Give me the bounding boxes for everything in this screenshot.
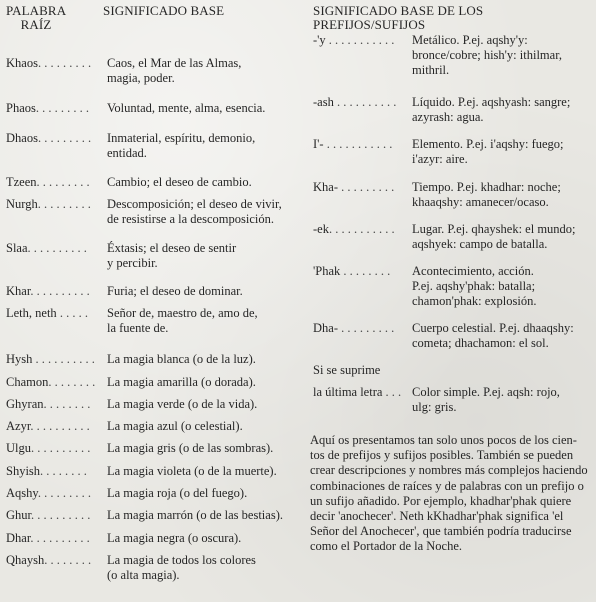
root-word-text: Hysh [6,352,33,366]
affix-name [313,137,392,152]
affix-meaning-line: i'azyr: aire. [412,152,468,166]
root-meaning [107,397,297,412]
affix-text: -ek [313,222,329,236]
dot-leader: . . . . . . . . . [37,486,91,500]
root-meaning-line: Voluntad, mente, alma, esencia. [107,101,266,115]
dot-leader: . . . . . [56,306,88,320]
dot-leader: . . . . . . . . . . [27,241,87,255]
header-palabra: PALABRA [6,3,67,18]
root-meaning [107,56,297,86]
affix-text: Dha- [313,321,338,335]
affix-meaning-line: Tiempo. P.ej. khadhar: noche; [412,180,561,194]
root-meaning-line: La magia azul (o celestial). [107,419,243,433]
affix-meaning-line: bronce/cobre; hish'y: ithilmar, [412,48,562,62]
root-meaning-line: de resistirse a la descomposición. [107,212,274,226]
affix-text: -ash [313,95,334,109]
dot-leader: . . . . . . . . . . . [323,137,393,151]
root-word [6,197,91,212]
affix-meaning [412,95,592,125]
affix-meaning-line: Acontecimiento, acción. [412,264,534,278]
affix-meaning [412,321,592,351]
affix-meaning-line: chamon'phak: explosión. [412,294,537,308]
root-word [6,131,91,146]
root-meaning [107,306,297,336]
root-meaning [107,486,297,501]
root-meaning-line: La magia roja (o del fuego). [107,486,248,500]
root-word-text: Ulgu [6,441,31,455]
root-meaning [107,464,297,479]
affix-meaning-line: azyrash: agua. [412,110,484,124]
root-word-text: Dhar [6,531,31,545]
dot-leader: . . . . . . . . . . . [325,33,395,47]
root-word [6,508,90,523]
dot-leader: . . . . . . . . . . [333,95,397,109]
dot-leader: . . . . . . . . . . [30,531,90,545]
special-meaning-line2: ulg: gris. [412,400,457,414]
root-meaning-line: y percibir. [107,256,158,270]
root-word-text: Nurgh [6,197,38,211]
root-meaning [107,508,297,523]
affix-name [313,33,394,48]
header-palabra-raiz [6,4,66,32]
affix-meaning-line: Elemento. P.ej. i'aqshy: fuego; [412,137,564,151]
explanation-paragraph [310,433,594,555]
root-word-text: Chamon [6,375,49,389]
affix-meaning [412,264,592,309]
dot-leader: . . . . . . . . . [37,197,91,211]
root-meaning [107,419,297,434]
paragraph-line: tos de prefijos y sufijos posibles. También se pueden [310,448,574,463]
root-meaning [107,131,297,161]
root-meaning-line: Éxtasis; el deseo de sentir [107,241,237,255]
root-word [6,531,90,546]
root-word [6,284,90,299]
root-word-text: Shyish [6,464,41,478]
affix-meaning-line: aqshyek: campo de batalla. [412,237,548,251]
root-word [6,441,90,456]
root-word [6,419,90,434]
root-meaning-line: Caos, el Mar de las Almas, [107,56,242,70]
root-word-text: Ghyran [6,397,44,411]
root-meaning-line: La magia negra (o oscura). [107,531,242,545]
paragraph-line: combinaciones de raíces y de palabras con un prefijo o [310,478,584,493]
root-word-text: Dhaos [6,131,38,145]
paragraph-line: Señor del Anochecer', que también podría traducirse [310,524,572,539]
root-meaning-line: La magia gris (o de las sombras). [107,441,274,455]
dot-leader: . . . . . . . . . [338,321,395,335]
header-prefijos-sufijos: SIGNIFICADO BASE DE LOS PREFIJOS/SUFIJOS [313,3,484,32]
root-meaning-line: La magia de todos los colores [107,553,256,567]
special-meaning-line1: Color simple. P.ej. aqsh: rojo, [412,385,560,399]
root-meaning [107,175,297,190]
root-meaning [107,352,297,367]
dot-leader: . . . . . . . . . . [30,419,90,433]
root-meaning-line: magia, poder. [107,71,175,85]
dot-leader: . . . . . . . . [44,553,92,567]
root-meaning-line: la fuente de. [107,321,169,335]
dot-leader: . . . . . . . . . [37,56,92,70]
paragraph-line: como el Portador de la Noche. [310,539,463,554]
affix-name [313,321,394,336]
special-meaning [412,385,592,415]
dot-leader: . . . . . . . . . [338,180,395,194]
paragraph-line: crear descripciones y nombres más complejos haciendo [310,463,588,478]
root-word [6,486,91,501]
root-word-text: Khaos [6,56,38,70]
dot-leader: . . . . . . . . . . [31,508,91,522]
root-meaning [107,241,297,271]
dot-leader: . . . [382,385,402,399]
root-meaning-line: La magia amarilla (o dorada). [107,375,256,389]
affix-meaning [412,137,592,167]
root-word-text: Phaos [6,101,36,115]
affix-meaning-line: Lugar. P.ej. qhayshek: el mundo; [412,222,576,236]
root-meaning [107,531,297,546]
affix-name [313,95,396,110]
root-word [6,306,88,321]
affix-text: 'Phak [313,264,341,278]
affix-meaning-line: P.ej. aqshy'phak: batalla; [412,279,536,293]
root-meaning [107,284,297,299]
root-word-text: Ghur [6,508,31,522]
dot-leader: . . . . . . . . [48,375,96,389]
root-meaning-line: (o alta magia). [107,568,180,582]
special-label-line1: Si se suprime [313,363,381,377]
root-word-text: Slaa [6,241,28,255]
affix-meaning [412,180,592,210]
root-meaning-line: entidad. [107,146,147,160]
affix-meaning [412,222,592,252]
affix-text: Kha- [313,180,338,194]
root-word-text: Qhaysh [6,553,45,567]
root-word-text: Tzeen [6,175,37,189]
dot-leader: . . . . . . . . [340,264,391,278]
dot-leader: . . . . . . . . . . [32,352,95,366]
dot-leader: . . . . . . . . [43,397,91,411]
root-meaning-line: La magia blanca (o de la luz). [107,352,256,366]
root-meaning-line: La magia violeta (o de la muerte). [107,464,277,478]
affix-meaning-line: khaaqshy: amanecer/ocaso. [412,195,549,209]
root-meaning-line: Señor de, maestro de, amo de, [107,306,258,320]
dot-leader: . . . . . . . . . [37,131,92,145]
root-meaning [107,101,297,116]
root-word [6,56,91,71]
affix-meaning-line: mithril. [412,63,450,77]
root-meaning-line: Inmaterial, espíritu, demonio, [107,131,256,145]
root-meaning-line: Furia; el deseo de dominar. [107,284,243,298]
dot-leader: . . . . . . . . . [35,101,89,115]
root-meaning [107,375,297,390]
dot-leader: . . . . . . . . . [36,175,90,189]
affix-meaning-line: cometa; dhachamon: el sol. [412,336,549,350]
root-word-text: Leth, neth [6,306,57,320]
affix-name [313,222,395,237]
root-word-text: Aqshy [6,486,38,500]
affix-meaning-line: Cuerpo celestial. P.ej. dhaaqshy: [412,321,574,335]
paragraph-line: un sufijo añadido. Por ejemplo, khadhar'phak quiere [310,493,572,508]
affix-meaning-line: Líquido. P.ej. aqshyash: sangre; [412,95,571,109]
affix-text: I'- [313,137,324,151]
root-word [6,175,90,190]
root-meaning-line: Cambio; el deseo de cambio. [107,175,252,189]
dot-leader: . . . . . . . . . . [30,284,90,298]
paragraph-line: decir 'anochecer'. Neth kKhadhar'phak significa 'el [310,509,564,524]
dot-leader: . . . . . . . . . . . [328,222,395,236]
header-raiz: RAÍZ [20,17,52,32]
root-word-text: Azyr [6,419,31,433]
dot-leader: . . . . . . . . [40,464,87,478]
affix-text: -'y [313,33,326,47]
special-label-line2: la última letra . . . [313,385,402,399]
affix-name [313,180,394,195]
affix-meaning-line: Metálico. P.ej. aqshy'y: [412,33,528,47]
root-word [6,464,87,479]
root-word [6,375,95,390]
root-word [6,397,90,412]
root-meaning [107,553,297,583]
affix-meaning [412,33,592,78]
root-meaning-line: Descomposición; el deseo de vivir, [107,197,282,211]
root-word [6,241,87,256]
root-word [6,101,89,116]
root-meaning-line: La magia verde (o de la vida). [107,397,258,411]
root-word [6,553,91,568]
affix-name [313,264,390,279]
dot-leader: . . . . . . . . . . [31,441,91,455]
root-meaning [107,441,297,456]
root-word-text: Khar [6,284,31,298]
root-meaning-line: La magia marrón (o de las bestias). [107,508,283,522]
header-significado-base: SIGNIFICADO BASE [103,3,225,18]
root-meaning [107,197,297,227]
paragraph-line: Aquí os presentamos tan solo unos pocos de los cien- [310,433,577,447]
root-word [6,352,95,367]
